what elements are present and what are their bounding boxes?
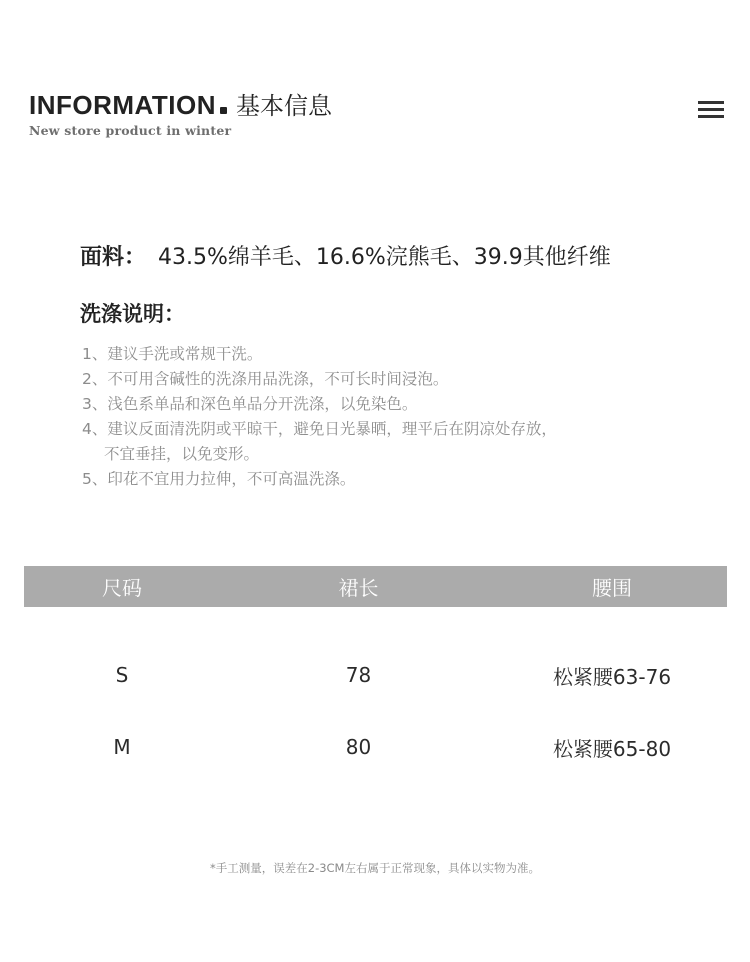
subtitle: New store product in winter — [29, 123, 232, 138]
care-title: 洗涤说明： — [80, 302, 185, 326]
measurement-note: *手工测量，误差在2-3CM左右属于正常现象，具体以实物为准。 — [210, 861, 540, 875]
care-item: 2、不可用含碱性的洗涤用品洗涤，不可长时间浸泡。 — [82, 370, 449, 388]
page-header — [29, 86, 332, 138]
fabric-composition — [80, 240, 611, 271]
menu-bar — [698, 115, 724, 118]
care-item: 3、浅色系单品和深色单品分开洗涤，以免染色。 — [82, 395, 418, 413]
table-row — [24, 711, 727, 783]
cell-skirt-length: 78 — [345, 663, 372, 687]
cell-size: S — [115, 663, 129, 687]
title-dot — [220, 107, 227, 114]
size-table — [24, 566, 727, 783]
fabric-label: 面料： — [80, 245, 147, 270]
header-size: 尺码 — [24, 566, 220, 607]
header-skirt-length: 裙长 — [220, 566, 497, 607]
cell-waist: 松紧腰65-80 — [552, 736, 672, 761]
cell-waist: 松紧腰63-76 — [552, 664, 672, 689]
cell-skirt-length: 80 — [345, 735, 372, 759]
care-item-continuation: 不宜垂挂，以免变形。 — [104, 445, 260, 463]
care-item: 5、印花不宜用力拉伸，不可高温洗涤。 — [82, 470, 356, 488]
care-list — [82, 342, 557, 492]
menu-bar — [698, 108, 724, 111]
hamburger-menu-icon[interactable] — [698, 99, 724, 119]
title-chinese: 基本信息 — [236, 92, 332, 120]
header-waist: 腰围 — [497, 566, 727, 607]
care-item: 1、建议手洗或常规干洗。 — [82, 345, 263, 363]
cell-size: M — [113, 735, 131, 759]
fabric-value: 43.5%绵羊毛、16.6%浣熊毛、39.9其他纤维 — [158, 245, 611, 270]
table-row — [24, 607, 727, 711]
care-instructions — [80, 298, 557, 492]
care-item-line: 4、建议反面清洗阴或平晾干，避免日光暴晒，理平后在阴凉处存放， — [82, 420, 557, 438]
title-english: INFORMATION — [29, 90, 216, 120]
menu-bar — [698, 101, 724, 104]
header-title — [29, 86, 332, 121]
care-item — [82, 417, 557, 467]
table-header-row — [24, 566, 727, 607]
